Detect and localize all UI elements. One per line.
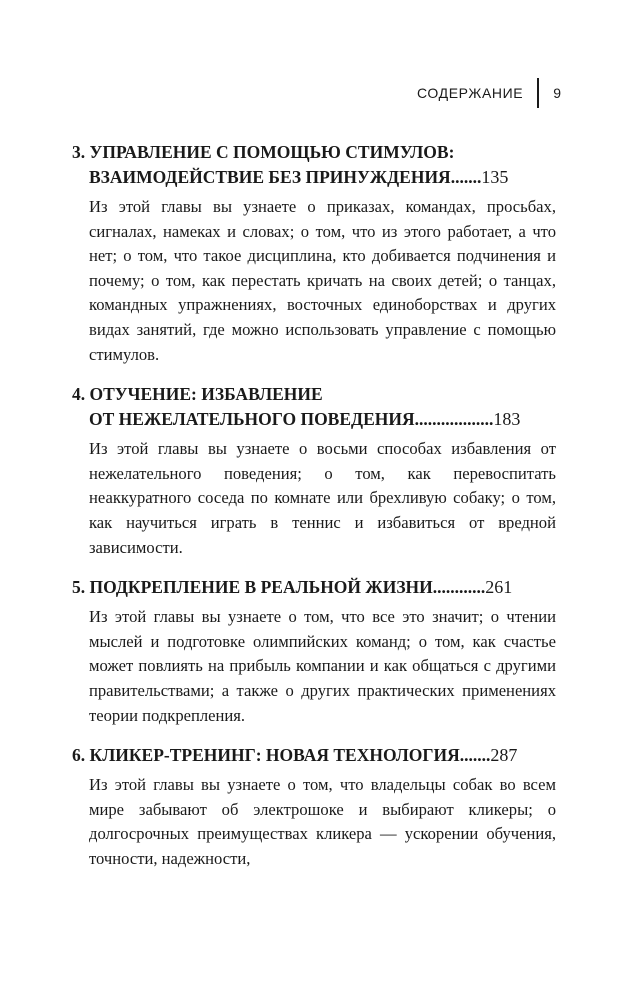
toc-title-line bbox=[72, 575, 556, 600]
toc-leader-dots: .................. bbox=[414, 409, 494, 430]
toc-leader-dots: ....... bbox=[459, 745, 491, 766]
toc-leader-dots: ............ bbox=[432, 577, 486, 598]
toc-entry-chapter-5 bbox=[72, 575, 556, 728]
toc-title-line bbox=[72, 743, 556, 768]
toc-title-text: 6. КЛИКЕР-ТРЕНИНГ: НОВАЯ ТЕХНОЛОГИЯ bbox=[72, 745, 460, 766]
toc-title-line: 4. ОТУЧЕНИЕ: ИЗБАВЛЕНИЕ bbox=[72, 384, 323, 405]
running-head-title: СОДЕРЖАНИЕ bbox=[417, 85, 524, 101]
toc-entry-description: Из этой главы вы узнаете о приказах, командах, просьбах, сигналах, намеках и словах; о том, что из этого работает, а что нет; о том, что такое дисциплина, кто добивается подчинения и почему; о том, как перестать кричать на своих детей; о танцах, командных упражнениях, восточных единоборствах и других видах занятий, где можно использовать управление с помощью стимулов. bbox=[89, 197, 556, 364]
running-head bbox=[417, 78, 561, 108]
toc-entry-description: Из этой главы вы узнаете о том, что владельцы собак во всем мире забывают об электрошоке и выбирают кликеры; о долгосрочных преимуществах кликера — ускорении обучения, точности, надежности, bbox=[89, 775, 556, 868]
page-number: 9 bbox=[553, 85, 561, 101]
toc-page-number: 183 bbox=[493, 409, 521, 430]
toc-entry-title bbox=[72, 575, 556, 600]
toc-title-text: 5. ПОДКРЕПЛЕНИЕ В РЕАЛЬНОЙ ЖИЗНИ bbox=[72, 577, 433, 598]
toc-entry-title bbox=[72, 743, 556, 768]
toc-title-line bbox=[72, 407, 556, 432]
toc-entry-chapter-6 bbox=[72, 743, 556, 871]
toc-title-text: ОТ НЕЖЕЛАТЕЛЬНОГО ПОВЕДЕНИЯ bbox=[89, 409, 415, 430]
toc-entry-chapter-3 bbox=[72, 140, 556, 367]
toc-entry-description: Из этой главы вы узнаете о восьми способах избавления от нежелательного поведения; о том, как перевоспитать неаккуратного соседа по комнате или брехливую собаку; о том, как научиться играть в теннис и избавиться от вредной зависимости. bbox=[89, 439, 556, 557]
toc-title-text: ВЗАИМОДЕЙСТВИЕ БЕЗ ПРИНУЖДЕНИЯ bbox=[89, 167, 451, 187]
table-of-contents bbox=[72, 140, 556, 886]
toc-entry-title bbox=[72, 382, 556, 432]
toc-title-line bbox=[72, 165, 556, 190]
toc-entry-title bbox=[72, 140, 556, 190]
toc-leader-dots: ....... bbox=[450, 167, 482, 187]
toc-page-number: 135 bbox=[481, 167, 509, 187]
toc-page-number: 287 bbox=[490, 745, 518, 766]
toc-entry-chapter-4 bbox=[72, 382, 556, 560]
toc-page-number: 261 bbox=[485, 577, 513, 598]
toc-title-line: 3. УПРАВЛЕНИЕ С ПОМОЩЬЮ СТИМУЛОВ: bbox=[72, 142, 455, 162]
toc-entry-description: Из этой главы вы узнаете о том, что все это значит; о чтении мыслей и подготовке олимпийских команд; о том, как счастье может повлиять на прибыль компании и как общаться с другими правительствами; а также о других практических применениях теории подкрепления. bbox=[89, 607, 556, 725]
